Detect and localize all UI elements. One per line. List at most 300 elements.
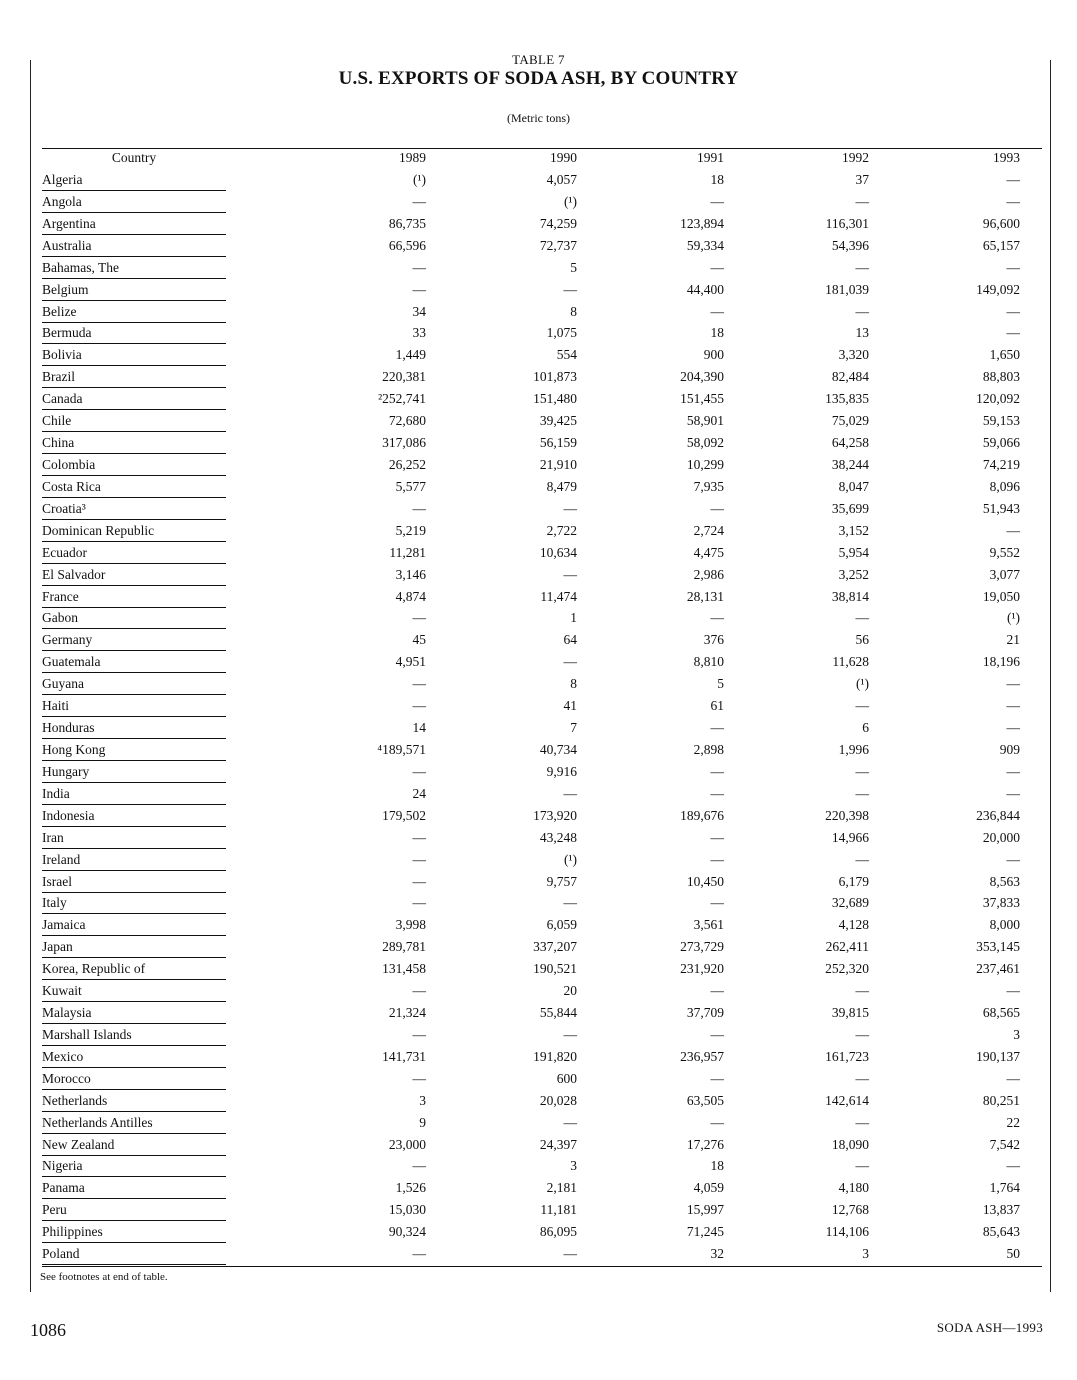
value-cell: 3,320 xyxy=(838,347,869,363)
value-cell: 11,474 xyxy=(540,588,577,604)
value-cell: — xyxy=(1006,851,1020,867)
value-cell: 44,400 xyxy=(686,281,724,297)
value-cell: 190,137 xyxy=(976,1048,1020,1064)
value-cell: — xyxy=(412,193,426,209)
table-row xyxy=(0,696,1077,718)
header-1990: 1990 xyxy=(550,150,577,165)
value-cell: 3 xyxy=(419,1092,426,1108)
value-cell: 18 xyxy=(710,325,724,341)
table-row xyxy=(0,674,1077,696)
value-cell: — xyxy=(710,259,724,275)
value-cell: 59,334 xyxy=(686,237,724,253)
value-cell: 10,634 xyxy=(539,544,577,560)
value-cell: 141,731 xyxy=(382,1048,426,1064)
value-cell: 4,128 xyxy=(838,917,869,933)
value-cell: — xyxy=(412,1070,426,1086)
value-cell: — xyxy=(855,851,869,867)
value-cell: 88,803 xyxy=(982,369,1020,385)
table-row xyxy=(0,959,1077,981)
value-cell: 74,219 xyxy=(982,456,1020,472)
value-cell: 39,815 xyxy=(831,1005,869,1021)
value-cell: (¹) xyxy=(1006,610,1020,626)
value-cell: — xyxy=(1006,172,1020,187)
value-cell: — xyxy=(412,983,426,999)
value-cell: 51,943 xyxy=(982,500,1020,516)
table-row xyxy=(0,1069,1077,1091)
value-cell: 14,966 xyxy=(831,829,869,845)
value-cell: — xyxy=(710,1114,724,1130)
value-cell: 11,281 xyxy=(389,544,426,560)
country-cell: Gabon xyxy=(42,610,226,629)
value-cell: 74,259 xyxy=(539,215,577,231)
value-cell: 66,596 xyxy=(388,237,426,253)
value-cell: 114,106 xyxy=(825,1224,869,1240)
country-cell: Korea, Republic of xyxy=(42,961,226,980)
value-cell: 75,029 xyxy=(831,413,869,429)
header-1992: 1992 xyxy=(842,150,869,165)
value-cell: 24,397 xyxy=(539,1136,577,1152)
value-cell: 220,398 xyxy=(825,807,869,823)
value-cell: 43,248 xyxy=(539,829,577,845)
value-cell: — xyxy=(710,785,724,801)
value-cell: — xyxy=(412,610,426,626)
country-cell: Ireland xyxy=(42,852,226,871)
value-cell: — xyxy=(563,1114,577,1130)
value-cell: 8 xyxy=(570,676,577,692)
country-cell: France xyxy=(42,589,226,608)
country-cell: Malaysia xyxy=(42,1005,226,1024)
country-cell: Belize xyxy=(42,304,226,323)
table-row xyxy=(0,1200,1077,1222)
value-cell: 142,614 xyxy=(825,1092,869,1108)
value-cell: 120,092 xyxy=(976,391,1020,407)
value-cell: 59,066 xyxy=(982,435,1020,451)
table-row xyxy=(0,652,1077,674)
value-cell: — xyxy=(1006,325,1020,341)
value-cell: 3 xyxy=(862,1246,869,1262)
value-cell: — xyxy=(563,1026,577,1042)
value-cell: — xyxy=(563,895,577,911)
value-cell: (¹) xyxy=(412,172,426,187)
value-cell: 1,526 xyxy=(395,1180,426,1196)
value-cell: — xyxy=(412,895,426,911)
value-cell: 3,146 xyxy=(395,566,426,582)
value-cell: 151,480 xyxy=(533,391,577,407)
country-cell: Philippines xyxy=(42,1224,226,1243)
running-title: SODA ASH—1993 xyxy=(936,1320,1043,1335)
value-cell: 116,301 xyxy=(825,215,869,231)
value-cell: 8,047 xyxy=(838,478,869,494)
table-row xyxy=(0,280,1077,302)
value-cell: — xyxy=(710,895,724,911)
value-cell: — xyxy=(563,281,577,297)
table-units: (Metric tons) xyxy=(507,111,570,125)
value-cell: 68,565 xyxy=(982,1005,1020,1021)
country-cell: Guyana xyxy=(42,676,226,695)
country-cell: Canada xyxy=(42,391,226,410)
value-cell: — xyxy=(710,1026,724,1042)
table-row xyxy=(0,1244,1077,1266)
country-cell: Brazil xyxy=(42,369,226,388)
value-cell: 58,901 xyxy=(686,413,724,429)
table-row xyxy=(0,1091,1077,1113)
value-cell: 58,092 xyxy=(686,435,724,451)
value-cell: 179,502 xyxy=(382,807,426,823)
table-row xyxy=(0,893,1077,915)
country-cell: Argentina xyxy=(42,216,226,235)
value-cell: 353,145 xyxy=(976,939,1020,955)
country-cell: Hong Kong xyxy=(42,742,226,761)
value-cell: — xyxy=(412,829,426,845)
value-cell: 909 xyxy=(999,741,1020,757)
value-cell: 161,723 xyxy=(825,1048,869,1064)
value-cell: — xyxy=(855,698,869,714)
value-cell: 72,680 xyxy=(388,413,426,429)
value-cell: 37,833 xyxy=(982,895,1020,911)
value-cell: 1 xyxy=(570,610,577,626)
value-cell: 26,252 xyxy=(388,456,426,472)
value-cell: 56 xyxy=(855,632,869,648)
value-cell: — xyxy=(710,763,724,779)
value-cell: — xyxy=(855,785,869,801)
value-cell: 85,643 xyxy=(982,1224,1020,1240)
value-cell: 8,096 xyxy=(989,478,1020,494)
value-cell: 18,090 xyxy=(831,1136,869,1152)
value-cell: — xyxy=(412,1158,426,1174)
value-cell: 14 xyxy=(412,720,426,736)
value-cell: 90,324 xyxy=(388,1224,426,1240)
country-cell: Iran xyxy=(42,830,226,849)
value-cell: 4,180 xyxy=(838,1180,869,1196)
value-cell: 900 xyxy=(703,347,724,363)
table-row xyxy=(0,258,1077,280)
value-cell: — xyxy=(412,281,426,297)
country-cell: Poland xyxy=(42,1246,226,1265)
value-cell: 8,810 xyxy=(693,654,724,670)
table-header xyxy=(0,150,1077,170)
table-row xyxy=(0,323,1077,345)
country-cell: Japan xyxy=(42,939,226,958)
table-row xyxy=(0,1003,1077,1025)
value-cell: 3,252 xyxy=(838,566,869,582)
value-cell: 63,505 xyxy=(686,1092,724,1108)
table-row xyxy=(0,762,1077,784)
value-cell: 24 xyxy=(412,785,426,801)
table-row xyxy=(0,608,1077,630)
table-row xyxy=(0,236,1077,258)
country-cell: Italy xyxy=(42,895,226,914)
header-1993: 1993 xyxy=(993,150,1020,165)
table-row xyxy=(0,1178,1077,1200)
value-cell: — xyxy=(1006,676,1020,692)
value-cell: 20,000 xyxy=(982,829,1020,845)
value-cell: 337,207 xyxy=(533,939,577,955)
value-cell: 236,844 xyxy=(976,807,1020,823)
value-cell: 19,050 xyxy=(982,588,1020,604)
value-cell: 5,577 xyxy=(395,478,426,494)
value-cell: 65,157 xyxy=(982,237,1020,253)
value-cell: 190,521 xyxy=(533,961,577,977)
value-cell: 3,561 xyxy=(693,917,724,933)
value-cell: 600 xyxy=(556,1070,577,1086)
country-cell: Ecuador xyxy=(42,545,226,564)
table-row xyxy=(0,937,1077,959)
value-cell: — xyxy=(1006,1070,1020,1086)
table-row xyxy=(0,543,1077,565)
header-1991: 1991 xyxy=(697,150,724,165)
value-cell: — xyxy=(710,500,724,516)
country-cell: Haiti xyxy=(42,698,226,717)
table-row xyxy=(0,1047,1077,1069)
country-cell: Colombia xyxy=(42,457,226,476)
table-row xyxy=(0,367,1077,389)
table-row xyxy=(0,828,1077,850)
value-cell: — xyxy=(855,193,869,209)
value-cell: 135,835 xyxy=(825,391,869,407)
value-cell: 2,724 xyxy=(693,522,724,538)
value-cell: 64,258 xyxy=(831,435,869,451)
value-cell: 21,910 xyxy=(539,456,577,472)
value-cell: 41 xyxy=(563,698,577,714)
table-footnote: See footnotes at end of table. xyxy=(40,1271,168,1283)
value-cell: 7,542 xyxy=(989,1136,1020,1152)
value-cell: 56,159 xyxy=(539,435,577,451)
value-cell: (¹) xyxy=(563,193,577,209)
header-1989: 1989 xyxy=(399,150,426,165)
table-row xyxy=(0,915,1077,937)
table-row xyxy=(0,192,1077,214)
value-cell: (¹) xyxy=(563,851,577,867)
table-row xyxy=(0,718,1077,740)
value-cell: — xyxy=(412,676,426,692)
table-number: TABLE 7 xyxy=(512,52,565,67)
value-cell: 9,916 xyxy=(546,763,577,779)
country-cell: Germany xyxy=(42,632,226,651)
value-cell: ²252,741 xyxy=(378,391,426,407)
country-cell: Costa Rica xyxy=(42,479,226,498)
value-cell: 37,709 xyxy=(686,1005,724,1021)
value-cell: 220,381 xyxy=(382,369,426,385)
value-cell: 189,676 xyxy=(680,807,724,823)
value-cell: 3,998 xyxy=(395,917,426,933)
value-cell: 71,245 xyxy=(686,1224,724,1240)
value-cell: 273,729 xyxy=(680,939,724,955)
value-cell: 131,458 xyxy=(382,961,426,977)
value-cell: 11,628 xyxy=(832,654,869,670)
country-cell: Marshall Islands xyxy=(42,1027,226,1046)
table-row xyxy=(0,302,1077,324)
table-row xyxy=(0,806,1077,828)
value-cell: — xyxy=(412,500,426,516)
value-cell: 80,251 xyxy=(982,1092,1020,1108)
value-cell: — xyxy=(412,851,426,867)
value-cell: — xyxy=(855,1158,869,1174)
value-cell: — xyxy=(855,983,869,999)
value-cell: — xyxy=(1006,983,1020,999)
value-cell: 8,563 xyxy=(989,873,1020,889)
value-cell: 123,894 xyxy=(680,215,724,231)
value-cell: 6 xyxy=(862,720,869,736)
value-cell: — xyxy=(412,763,426,779)
value-cell: 2,181 xyxy=(546,1180,577,1196)
value-cell: 40,734 xyxy=(539,741,577,757)
value-cell: 32 xyxy=(710,1246,724,1262)
country-cell: China xyxy=(42,435,226,454)
value-cell: — xyxy=(563,500,577,516)
value-cell: — xyxy=(855,610,869,626)
table-row xyxy=(0,630,1077,652)
value-cell: 4,874 xyxy=(395,588,426,604)
value-cell: 376 xyxy=(703,632,724,648)
value-cell: 317,086 xyxy=(382,435,426,451)
value-cell: 50 xyxy=(1006,1246,1020,1262)
value-cell: — xyxy=(855,1070,869,1086)
table-row xyxy=(0,214,1077,236)
value-cell: — xyxy=(710,193,724,209)
header-country: Country xyxy=(111,150,157,165)
country-cell: Chile xyxy=(42,413,226,432)
value-cell: 72,737 xyxy=(539,237,577,253)
value-cell: — xyxy=(1006,698,1020,714)
value-cell: 7 xyxy=(570,720,577,736)
value-cell: 38,244 xyxy=(831,456,869,472)
value-cell: 64 xyxy=(563,632,577,648)
value-cell: ⁴189,571 xyxy=(377,741,426,757)
value-cell: 181,039 xyxy=(825,281,869,297)
value-cell: 38,814 xyxy=(831,588,869,604)
country-cell: Bahamas, The xyxy=(42,260,226,279)
value-cell: 13,837 xyxy=(982,1202,1020,1218)
value-cell: 4,057 xyxy=(546,172,577,187)
value-cell: — xyxy=(710,1070,724,1086)
value-cell: 5,954 xyxy=(838,544,869,560)
country-cell: Guatemala xyxy=(42,654,226,673)
table-row xyxy=(0,1222,1077,1244)
value-cell: 11,181 xyxy=(540,1202,577,1218)
value-cell: — xyxy=(1006,522,1020,538)
value-cell: 289,781 xyxy=(382,939,426,955)
country-cell: Australia xyxy=(42,238,226,257)
country-cell: Croatia³ xyxy=(42,501,226,520)
value-cell: 6,059 xyxy=(546,917,577,933)
value-cell: 191,820 xyxy=(533,1048,577,1064)
value-cell: 231,920 xyxy=(680,961,724,977)
table-row xyxy=(0,345,1077,367)
value-cell: 1,449 xyxy=(395,347,426,363)
table-row xyxy=(0,587,1077,609)
value-cell: 13 xyxy=(855,325,869,341)
value-cell: 1,075 xyxy=(546,325,577,341)
value-cell: 20 xyxy=(563,983,577,999)
value-cell: 55,844 xyxy=(539,1005,577,1021)
value-cell: 39,425 xyxy=(539,413,577,429)
table-title: U.S. EXPORTS OF SODA ASH, BY COUNTRY xyxy=(338,68,739,89)
value-cell: 1,996 xyxy=(838,741,869,757)
table-top-rule xyxy=(42,148,1042,149)
value-cell: 237,461 xyxy=(976,961,1020,977)
value-cell: — xyxy=(563,654,577,670)
table-row xyxy=(0,1156,1077,1178)
value-cell: — xyxy=(412,698,426,714)
value-cell: — xyxy=(1006,259,1020,275)
value-cell: 10,299 xyxy=(686,456,724,472)
country-cell: Honduras xyxy=(42,720,226,739)
table-row xyxy=(0,981,1077,1003)
value-cell: 151,455 xyxy=(680,391,724,407)
value-cell: — xyxy=(710,829,724,845)
table-row xyxy=(0,170,1077,192)
value-cell: 96,600 xyxy=(982,215,1020,231)
value-cell: 21 xyxy=(1006,632,1020,648)
value-cell: 7,935 xyxy=(693,478,724,494)
value-cell: 5 xyxy=(717,676,724,692)
country-cell: Peru xyxy=(42,1202,226,1221)
value-cell: 3 xyxy=(570,1158,577,1174)
value-cell: 34 xyxy=(412,303,426,319)
table-row xyxy=(0,389,1077,411)
value-cell: 82,484 xyxy=(831,369,869,385)
value-cell: — xyxy=(710,610,724,626)
value-cell: 4,951 xyxy=(395,654,426,670)
country-cell: Morocco xyxy=(42,1071,226,1090)
table-row xyxy=(0,740,1077,762)
value-cell: 23,000 xyxy=(388,1136,426,1152)
page-number: 1086 xyxy=(30,1320,66,1340)
country-cell: Netherlands Antilles xyxy=(42,1115,226,1134)
country-cell: Dominican Republic xyxy=(42,523,226,542)
table-row xyxy=(0,499,1077,521)
table-body xyxy=(0,170,1077,1266)
value-cell: — xyxy=(563,1246,577,1262)
value-cell: — xyxy=(412,873,426,889)
value-cell: 9 xyxy=(419,1114,426,1130)
value-cell: 2,986 xyxy=(693,566,724,582)
value-cell: 8 xyxy=(570,303,577,319)
value-cell: — xyxy=(1006,303,1020,319)
value-cell: — xyxy=(855,1114,869,1130)
value-cell: — xyxy=(710,720,724,736)
value-cell: 18 xyxy=(710,1158,724,1174)
country-cell: Israel xyxy=(42,874,226,893)
value-cell: 5,219 xyxy=(395,522,426,538)
value-cell: 45 xyxy=(412,632,426,648)
value-cell: 1,650 xyxy=(989,347,1020,363)
table-row xyxy=(0,411,1077,433)
value-cell: — xyxy=(710,851,724,867)
value-cell: — xyxy=(1006,193,1020,209)
country-cell: Belgium xyxy=(42,282,226,301)
value-cell: 9,552 xyxy=(989,544,1020,560)
value-cell: — xyxy=(412,1026,426,1042)
country-cell: Indonesia xyxy=(42,808,226,827)
value-cell: 6,179 xyxy=(838,873,869,889)
value-cell: 101,873 xyxy=(533,369,577,385)
table-row xyxy=(0,850,1077,872)
value-cell: — xyxy=(710,303,724,319)
value-cell: — xyxy=(855,763,869,779)
value-cell: 173,920 xyxy=(533,807,577,823)
value-cell: — xyxy=(1006,720,1020,736)
table-row xyxy=(0,521,1077,543)
value-cell: 20,028 xyxy=(539,1092,577,1108)
country-cell: Algeria xyxy=(42,172,226,191)
table-row xyxy=(0,872,1077,894)
value-cell: (¹) xyxy=(855,676,869,692)
value-cell: 17,276 xyxy=(686,1136,724,1152)
value-cell: — xyxy=(855,303,869,319)
value-cell: 149,092 xyxy=(976,281,1020,297)
value-cell: 59,153 xyxy=(982,413,1020,429)
